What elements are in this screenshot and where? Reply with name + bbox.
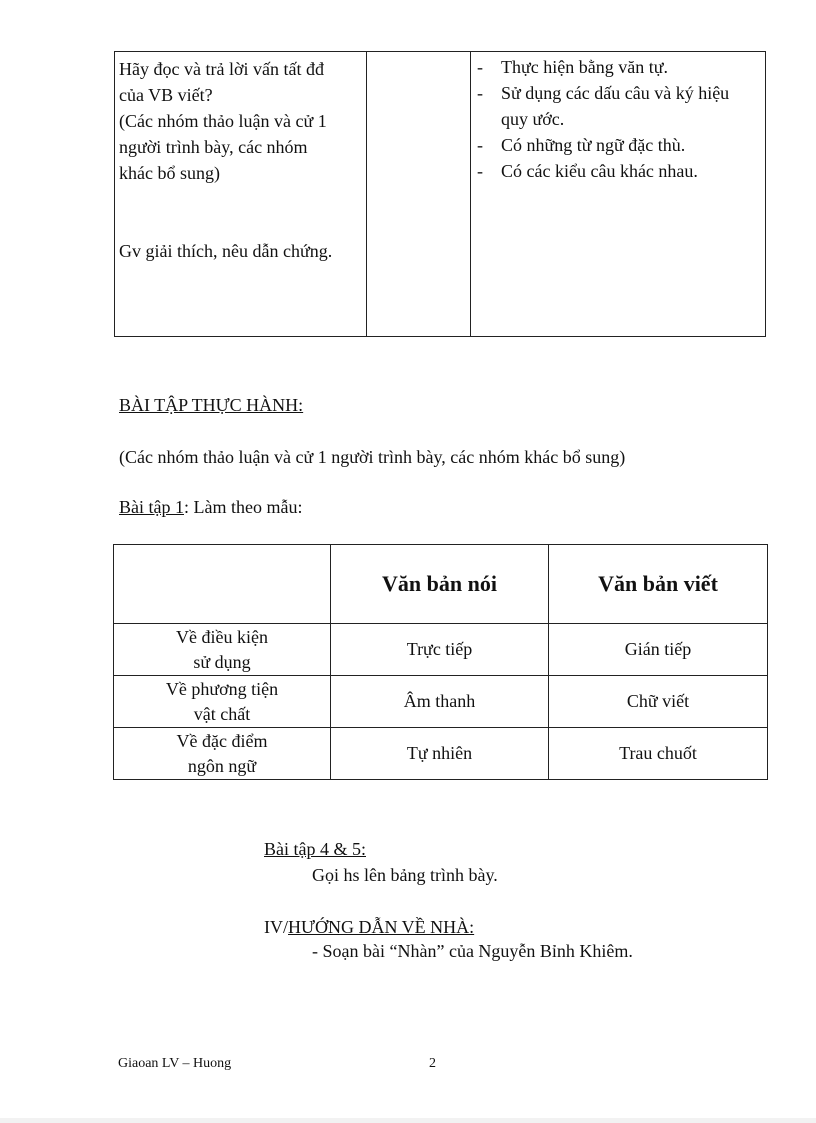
teacher-note: Gv giải thích, nêu dẫn chứng. — [119, 241, 333, 261]
header-cell: Văn bản viết — [549, 545, 768, 624]
practice-instruction: (Các nhóm thảo luận và cử 1 người trình bày, các nhóm khác bổ sung) — [119, 447, 626, 467]
content-bullet — [477, 132, 767, 158]
row-label-line: ngôn ngữ — [187, 755, 257, 776]
footer-left: Giaoan LV – Huong — [118, 1056, 232, 1071]
written-cell: Trau chuốt — [549, 728, 768, 780]
spoken-cell: Tự nhiên — [331, 728, 549, 780]
bullet-line: - Thực hiện bằng văn tự. — [501, 57, 668, 77]
row-label-cell — [114, 728, 331, 780]
row-label-line: sử dụng — [193, 651, 251, 672]
spoken-cell: Âm thanh — [331, 676, 549, 728]
content-bullet — [477, 158, 767, 184]
row-label-cell — [114, 676, 331, 728]
written-cell: Chữ viết — [549, 676, 768, 728]
activity-line: (Các nhóm thảo luận và cử 1 — [119, 111, 327, 131]
header-cell — [114, 545, 331, 624]
top-table — [114, 51, 766, 337]
bullet-line: - Sử dụng các dấu câu và ký hiệu — [501, 83, 730, 103]
content-bullet — [477, 54, 767, 80]
column-divider — [366, 52, 367, 336]
bullet-line: quy ước. — [501, 109, 565, 129]
homework-prefix: IV/ — [264, 917, 288, 937]
row-label-line: vật chất — [193, 703, 251, 724]
row-label-cell — [114, 624, 331, 676]
content-bullet — [477, 80, 767, 132]
comparison-table — [113, 544, 768, 780]
homework-heading-line — [264, 914, 474, 940]
practice-heading: BÀI TẬP THỰC HÀNH: — [119, 395, 304, 415]
table-row — [114, 624, 768, 676]
activity-line: người trình bày, các nhóm — [119, 137, 308, 157]
row-label-line: Về phương tiện — [165, 678, 279, 699]
header-cell: Văn bản nói — [331, 545, 549, 624]
exercise-45-text: Gọi hs lên bảng trình bày. — [312, 865, 498, 885]
exercise-1-label: Bài tập 1 — [119, 497, 184, 517]
table-header-row — [114, 545, 768, 624]
page-number: 2 — [429, 1056, 436, 1071]
activity-line: của VB viết? — [119, 85, 213, 105]
bullet-line: - Có các kiểu câu khác nhau. — [501, 161, 698, 181]
written-cell: Gián tiếp — [549, 624, 768, 676]
table-row — [114, 676, 768, 728]
content-cell — [477, 54, 767, 184]
column-divider — [470, 52, 471, 336]
table-row — [114, 728, 768, 780]
bullet-line: - Có những từ ngữ đặc thù. — [501, 135, 686, 155]
row-label-line: Về đặc điểm — [176, 730, 268, 751]
exercise-1-text: : Làm theo mẫu: — [184, 497, 303, 517]
spoken-cell: Trực tiếp — [331, 624, 549, 676]
homework-heading: HƯỚNG DẪN VỀ NHÀ: — [288, 917, 475, 937]
activity-line: khác bổ sung) — [119, 163, 220, 183]
teacher-activity-cell — [119, 56, 365, 264]
row-label-line: Về điều kiện — [176, 626, 268, 647]
exercise-1-line — [119, 494, 302, 520]
homework-text: - Soạn bài “Nhàn” của Nguyễn Bỉnh Khiêm. — [312, 941, 633, 961]
activity-line: Hãy đọc và trả lời vấn tất đđ — [119, 59, 324, 79]
exercise-45-label: Bài tập 4 & 5: — [264, 839, 366, 859]
